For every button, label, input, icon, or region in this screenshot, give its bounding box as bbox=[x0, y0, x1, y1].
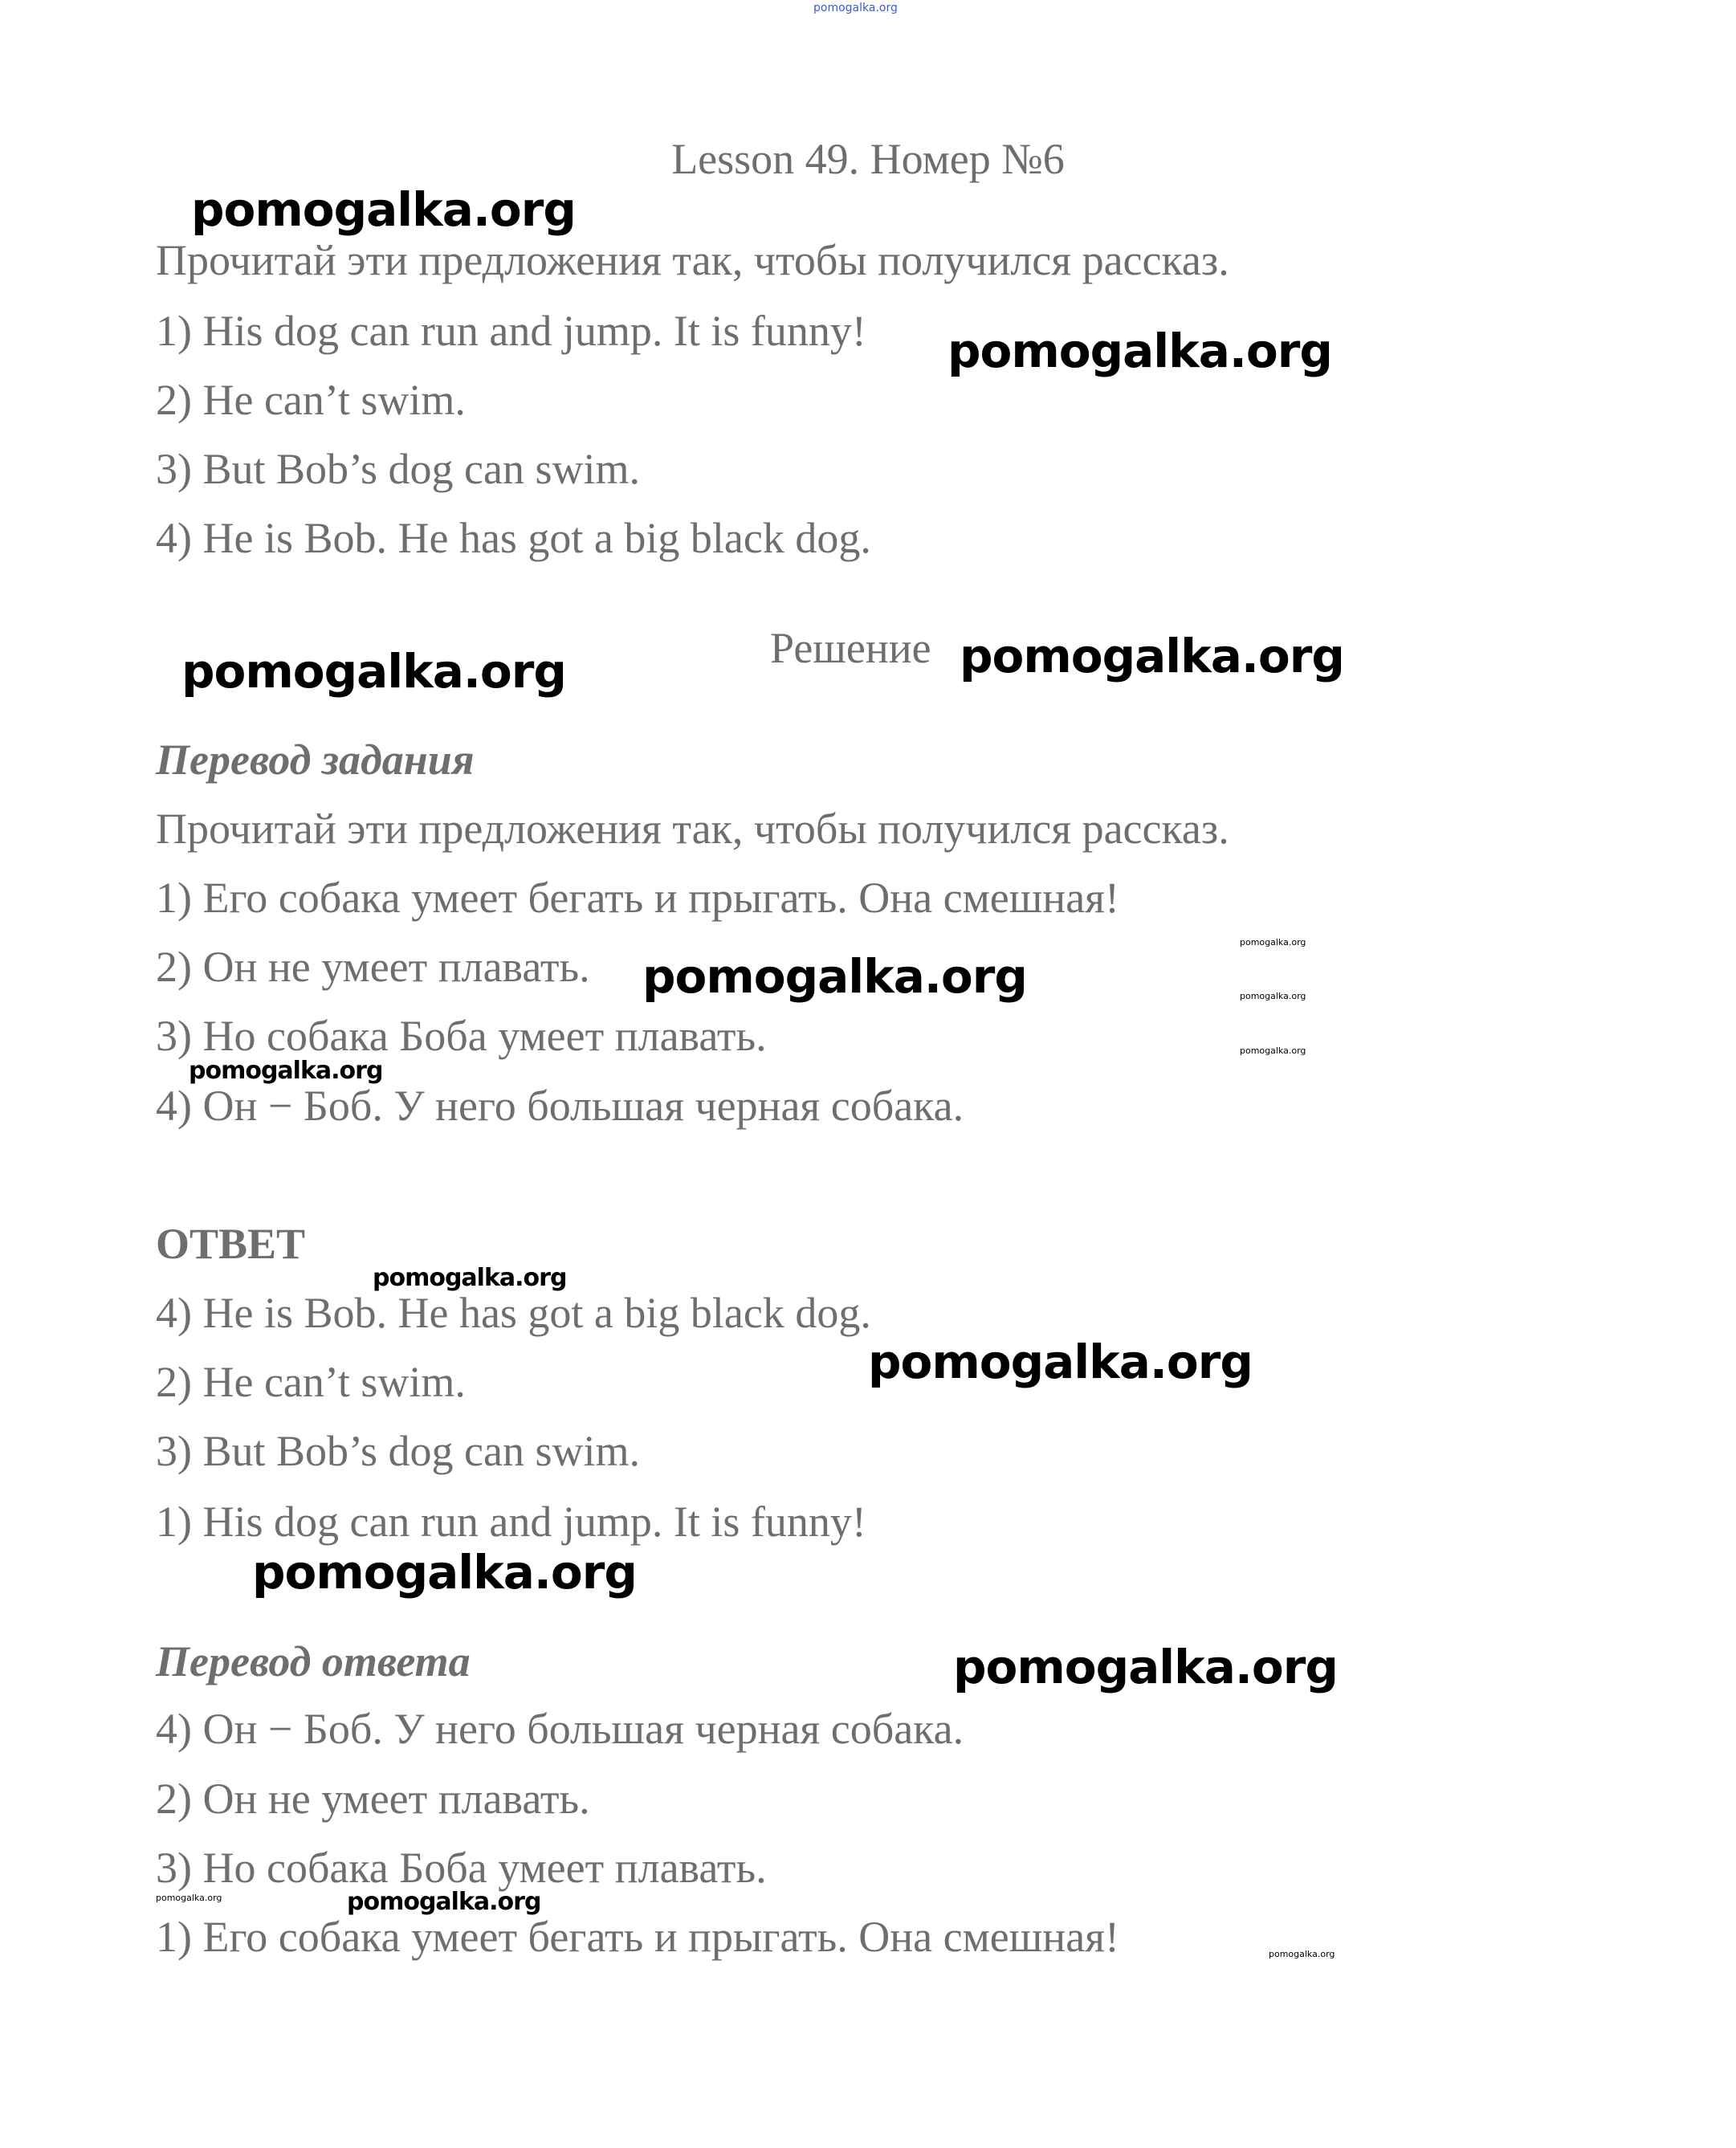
watermark: pomogalka.org bbox=[953, 1640, 1338, 1694]
translation-sentence: 1) Его собака умеет бегать и прыгать. Она смешная! bbox=[156, 874, 1119, 922]
watermark: pomogalka.org bbox=[947, 324, 1332, 378]
top-watermark[interactable]: pomogalka.org bbox=[813, 2, 898, 14]
task-translation-heading: Перевод задания bbox=[156, 736, 475, 784]
page-title: Lesson 49. Номер №6 bbox=[671, 135, 1065, 183]
translation-sentence: 3) Но собака Боба умеет плавать. bbox=[156, 1012, 767, 1060]
watermark: pomogalka.org bbox=[252, 1545, 637, 1600]
watermark: pomogalka.org bbox=[960, 629, 1344, 683]
answer-translation-sentence: 1) Его собака умеет бегать и прыгать. Она смешная! bbox=[156, 1913, 1119, 1961]
translation-sentence: 2) Он не умеет плавать. bbox=[156, 943, 590, 991]
solution-label: Решение bbox=[770, 624, 931, 672]
watermark: pomogalka.org bbox=[156, 1893, 222, 1903]
translation-sentence: 4) Он − Боб. У него большая черная собака. bbox=[156, 1082, 964, 1130]
task-instruction: Прочитай эти предложения так, чтобы получился рассказ. bbox=[156, 236, 1229, 284]
watermark: pomogalka.org bbox=[347, 1888, 541, 1916]
watermark: pomogalka.org bbox=[373, 1264, 567, 1292]
watermark: pomogalka.org bbox=[1240, 1045, 1306, 1056]
answer-translation-sentence: 4) Он − Боб. У него большая черная собака. bbox=[156, 1705, 964, 1753]
watermark: pomogalka.org bbox=[181, 644, 566, 699]
answer-sentence: 4) He is Bob. He has got a big black dog. bbox=[156, 1289, 871, 1337]
task-sentence: 4) He is Bob. He has got a big black dog. bbox=[156, 514, 871, 562]
answer-translation-sentence: 3) Но собака Боба умеет плавать. bbox=[156, 1844, 767, 1892]
answer-translation-sentence: 2) Он не умеет плавать. bbox=[156, 1775, 590, 1823]
watermark: pomogalka.org bbox=[642, 949, 1027, 1004]
watermark: pomogalka.org bbox=[189, 1057, 383, 1085]
answer-sentence: 1) His dog can run and jump. It is funny! bbox=[156, 1498, 866, 1546]
translation-instruction: Прочитай эти предложения так, чтобы получился рассказ. bbox=[156, 805, 1229, 853]
answer-heading: ОТВЕТ bbox=[156, 1220, 306, 1268]
answer-translation-heading: Перевод ответа bbox=[156, 1637, 471, 1685]
answer-sentence: 3) But Bob’s dog can swim. bbox=[156, 1427, 640, 1475]
watermark: pomogalka.org bbox=[1269, 1949, 1335, 1959]
task-sentence: 2) He can’t swim. bbox=[156, 376, 466, 424]
watermark: pomogalka.org bbox=[191, 182, 576, 237]
watermark: pomogalka.org bbox=[1240, 991, 1306, 1001]
watermark: pomogalka.org bbox=[1240, 937, 1306, 948]
task-sentence: 3) But Bob’s dog can swim. bbox=[156, 445, 640, 493]
answer-sentence: 2) He can’t swim. bbox=[156, 1358, 466, 1406]
task-sentence: 1) His dog can run and jump. It is funny! bbox=[156, 307, 866, 355]
watermark: pomogalka.org bbox=[868, 1335, 1253, 1389]
